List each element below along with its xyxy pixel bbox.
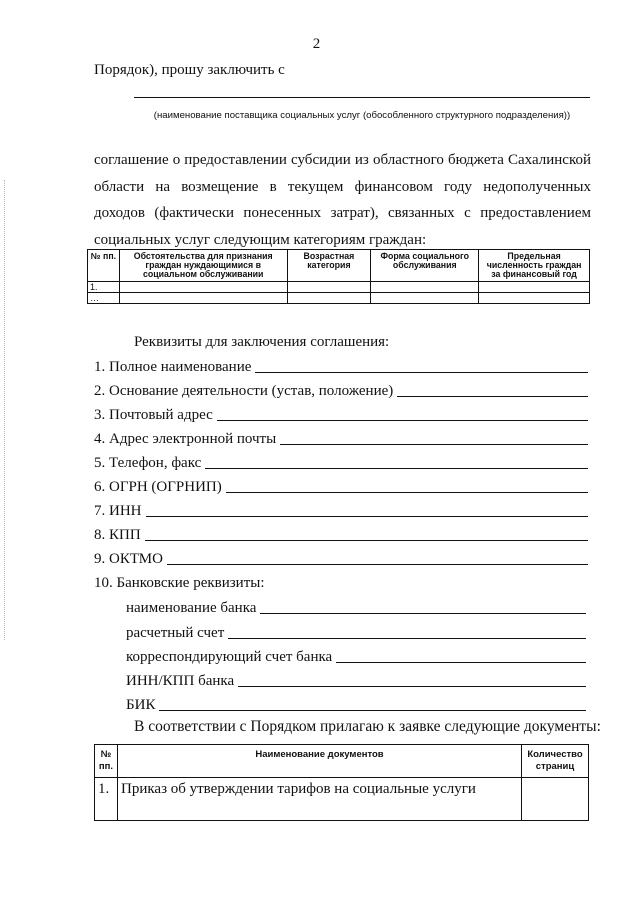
fill-line[interactable] xyxy=(167,563,588,565)
req-ogrn xyxy=(94,476,588,496)
bank-inn-kpp xyxy=(126,670,586,690)
page-count[interactable] xyxy=(522,778,589,821)
req-kpp xyxy=(94,524,588,544)
bank-bik xyxy=(126,694,586,714)
row-number: … xyxy=(88,293,120,304)
agreement-paragraph: соглашение о предоставлении субсидии из областного бюджета Сахалинской области на возмещение в текущем финансовом году недополученных доходов (фактически понесенных затрат), связанных с предоставлением социальных услуг следующим категориям граждан: xyxy=(94,152,591,248)
row-number: 1. xyxy=(88,282,120,293)
req-label: 5. Телефон, факс xyxy=(94,455,202,471)
req-label: 6. ОГРН (ОГРНИП) xyxy=(94,479,222,495)
req-label: 7. ИНН xyxy=(94,503,142,519)
table-cell[interactable] xyxy=(479,293,590,304)
table-row xyxy=(95,778,589,821)
fill-line[interactable] xyxy=(226,491,588,493)
bank-label: корреспондирующий счет банка xyxy=(126,649,333,665)
table-cell[interactable] xyxy=(119,282,287,293)
bank-name xyxy=(126,597,586,617)
fill-line[interactable] xyxy=(146,515,589,517)
requisites-title: Реквизиты для заключения соглашения: xyxy=(134,334,390,350)
req-email xyxy=(94,428,588,448)
fill-line[interactable] xyxy=(159,709,586,711)
fill-line[interactable] xyxy=(280,443,588,445)
req-inn xyxy=(94,500,588,520)
req-bank-details xyxy=(94,572,588,592)
col-age-category: Возрастная категория xyxy=(287,250,371,282)
provider-blank-line[interactable] xyxy=(134,97,590,98)
col-page-count: Количество страниц xyxy=(522,745,589,778)
row-number: 1. xyxy=(95,778,118,821)
col-number: № пп. xyxy=(88,250,120,282)
bank-account xyxy=(126,622,586,642)
bank-label: ИНН/КПП банка xyxy=(126,673,235,689)
col-document-name: Наименование документов xyxy=(117,745,521,778)
req-label: 1. Полное наименование xyxy=(94,359,252,375)
table-cell[interactable] xyxy=(371,293,479,304)
bank-corr-account xyxy=(126,646,586,666)
fill-line[interactable] xyxy=(145,539,588,541)
req-label: 9. ОКТМО xyxy=(94,551,163,567)
col-max-count: Предельная численность граждан за финансовый год xyxy=(479,250,590,282)
margin-marks xyxy=(4,180,7,640)
provider-caption: (наименование поставщика социальных услуг (обособленного структурного подразделения)) xyxy=(153,110,571,121)
bank-label: расчетный счет xyxy=(126,625,225,641)
categories-table xyxy=(87,249,590,304)
req-label: 2. Основание деятельности (устав, положение) xyxy=(94,383,394,399)
table-row xyxy=(88,282,590,293)
intro-text: Порядок), прошу заключить с xyxy=(94,62,285,78)
fill-line[interactable] xyxy=(238,685,586,687)
document-name: Приказ об утверждении тарифов на социальные услуги xyxy=(117,778,521,821)
fill-line[interactable] xyxy=(336,661,586,663)
table-cell[interactable] xyxy=(371,282,479,293)
table-cell[interactable] xyxy=(119,293,287,304)
table-cell[interactable] xyxy=(287,282,371,293)
req-label: 8. КПП xyxy=(94,527,141,543)
req-postal-address xyxy=(94,404,588,424)
table-cell[interactable] xyxy=(287,293,371,304)
req-basis xyxy=(94,380,588,400)
fill-line[interactable] xyxy=(217,419,588,421)
documents-table xyxy=(94,744,589,821)
req-label: 4. Адрес электронной почты xyxy=(94,431,277,447)
col-number: № пп. xyxy=(95,745,118,778)
table-row xyxy=(88,293,590,304)
req-full-name xyxy=(94,356,588,376)
fill-line[interactable] xyxy=(397,395,588,397)
fill-line[interactable] xyxy=(205,467,588,469)
req-phone-fax xyxy=(94,452,588,472)
fill-line[interactable] xyxy=(255,371,588,373)
fill-line[interactable] xyxy=(260,612,586,614)
col-service-form: Форма социального обслуживания xyxy=(371,250,479,282)
col-circumstances: Обстоятельства для признания граждан нуждающимися в социальном обслуживании xyxy=(119,250,287,282)
fill-line[interactable] xyxy=(228,637,586,639)
page-number: 2 xyxy=(312,36,321,52)
req-label: 3. Почтовый адрес xyxy=(94,407,213,423)
table-cell[interactable] xyxy=(479,282,590,293)
bank-label: БИК xyxy=(126,697,156,713)
attachments-text: В соответствии с Порядком прилагаю к заявке следующие документы: xyxy=(134,718,601,735)
req-oktmo xyxy=(94,548,588,568)
req-label: 10. Банковские реквизиты: xyxy=(94,575,265,591)
bank-label: наименование банка xyxy=(126,600,257,616)
